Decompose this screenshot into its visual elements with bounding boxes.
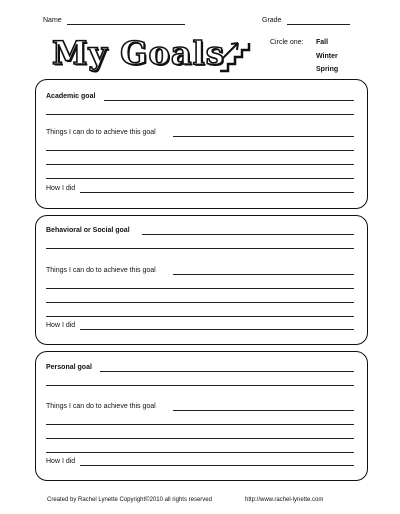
writing-line[interactable] [46,164,354,165]
writing-line[interactable] [46,288,354,289]
result-field[interactable] [80,465,354,466]
goal-field[interactable] [104,100,354,101]
goal-label: Behavioral or Social goal [46,227,130,234]
goal-label: Academic goal [46,93,96,100]
page-title: My Goals [52,34,225,72]
academic-goal-section [35,79,368,209]
goal-label: Personal goal [46,364,92,371]
grade-label: Grade [262,17,282,24]
writing-line[interactable] [46,302,354,303]
footer-url[interactable]: http://www.rachel-lynette.com [245,497,324,503]
result-field[interactable] [80,192,354,193]
writing-line[interactable] [46,178,354,179]
result-label: How I did [46,458,76,465]
result-label: How I did [46,185,76,192]
season-option-spring[interactable]: Spring [316,66,339,73]
stairs-arrow-icon [218,37,262,73]
writing-line[interactable] [46,248,354,249]
action-label: Things I can do to achieve this goal [46,267,156,274]
action-field[interactable] [173,274,354,275]
footer-credit: Created by Rachel Lynette Copyright©2010 all rights reserved [47,497,212,503]
grade-field[interactable] [287,24,350,25]
season-option-winter[interactable]: Winter [316,53,338,60]
result-field[interactable] [80,329,354,330]
name-label: Name [43,17,62,24]
writing-line[interactable] [46,424,354,425]
name-field[interactable] [67,24,185,25]
writing-line[interactable] [46,316,354,317]
goal-field[interactable] [100,371,354,372]
action-label: Things I can do to achieve this goal [46,129,156,136]
action-field[interactable] [173,410,354,411]
behavioral-social-goal-section [35,215,368,345]
goal-field[interactable] [142,234,354,235]
writing-line[interactable] [46,438,354,439]
personal-goal-section [35,351,368,481]
writing-line[interactable] [46,385,354,386]
result-label: How I did [46,322,76,329]
action-field[interactable] [173,136,354,137]
action-label: Things I can do to achieve this goal [46,403,156,410]
writing-line[interactable] [46,114,354,115]
season-option-fall[interactable]: Fall [316,39,329,46]
writing-line[interactable] [46,150,354,151]
writing-line[interactable] [46,452,354,453]
circle-one-label: Circle one: [270,39,304,46]
